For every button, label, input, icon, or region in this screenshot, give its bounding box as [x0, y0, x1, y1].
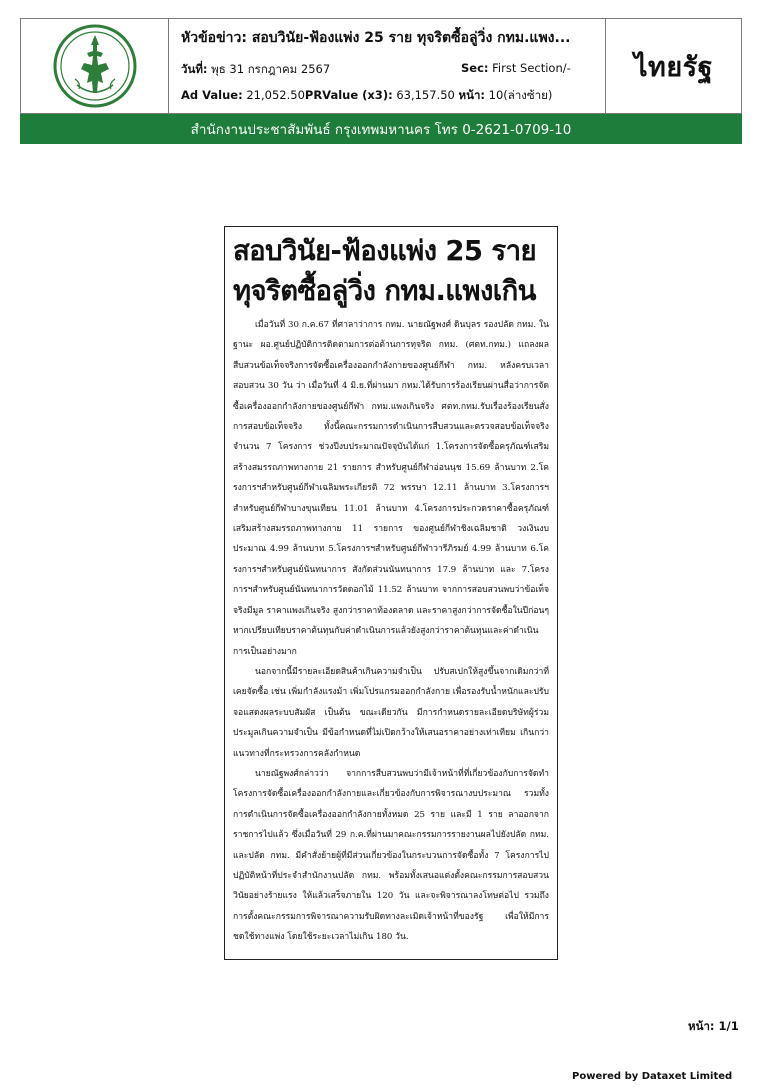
headline-value: สอบวินัย-ฟ้องแพ่ง 25 ราย ทุจริตซื้อลู่วิ่ง กทม.แพง... — [251, 30, 571, 46]
office-bar — [20, 114, 742, 144]
article-paragraph: นอกจากนี้มีรายละเอียดสินค้าเกินความจำเป็น ปรับสเปกให้สูงขึ้นจากเดิมกว่าที่เคยจัดซื้อ เช่น เพิ่มกำลังแรงม้า เพิ่มโปรแกรมออกกำลังกาย เพื่อรองรับน้ำหนักและปรับจอแสดงผลระบบสัมผัส เป็นต้น ขณะเดียวกัน มีการกำหนดรายละเอียดบริษัทผู้ร่วมประมูลเกินความจำเป็น มีข้อกำหนดที่ไม่เปิดกว้างให้เสนอราคาอย่างเท่าเทียม เกินกว่าแนวทางที่กระทรวงการคลังกำหนด — [233, 666, 549, 759]
publication-box — [605, 19, 741, 113]
article-paragraph: เมื่อวันที่ 30 ก.ค.67 ที่ศาลาว่าการ กทม. นายณัฐพงศ์ ดินบุลร รองปลัด กทม. ในฐานะ ผอ.ศูนย์ปฏิบัติการติดตามการต่อต้านการทุจริต กทม. (ศตท.กทม.) แถลงผลสืบสวนข้อเท็จจริงการจัดซื้อเครื่องออกกำลังกายของศูนย์กีฬา กทม. หลังครบเวลาสอบสวน 30 วัน ว่า เมื่อวันที่ 4 มิ.ย.ที่ผ่านมา กทม.ได้รับการร้องเรียนผ่านสื่อว่าการจัดซื้อเครื่องออกกำลังกายของศูนย์กีฬา กทม.แพงเกินจริง ศตท.กทม.รับเรื่องร้องเรียนสั่งการสอบข้อเท็จจริง ทั้งนี้คณะกรรมการดำเนินการสืบสวนและตรวจสอบข้อเท็จจริง จำนวน 7 โครงการ ช่วงปีงบประมาณปัจจุบันได้แก่ 1.โครงการจัดซื้อครุภัณฑ์เสริมสร้างสมรรถภาพทางกาย 21 รายการ สำหรับศูนย์กีฬาอ่อนนุช 15.69 ล้านบาท 2.โครงการฯสำหรับศูนย์กีฬาเฉลิมพระเกียรติ 72 พรรษา 12.11 ล้านบาท 3.โครงการฯสำหรับศูนย์กีฬาบางขุนเทียน 11.01 ล้านบาท 4.โครงการประกวดราคาซื้อครุภัณฑ์เสริมสร้างสมรรถภาพทางกาย 11 รายการ ของศูนย์กีฬาชิงเฉลิมชาติ วงเงินงบประมาณ 4.99 ล้านบาท 5.โครงการฯสำหรับศูนย์กีฬาวารีภิรมย์ 4.99 ล้านบาท 6.โครงการฯสำหรับศูนย์นันทนาการ สังกัดส่วนนันทนาการ 17.9 ล้านบาท และ 7.โครงการฯสำหรับศูนย์นันทนาการวัดดอกไม้ 11.52 ล้านบาท จากการสอบสวนพบว่าข้อเท็จจริงมีมูล ราคาแพงเกินจริง สูงกว่าราคาท้องตลาด และราคาสูงกว่าการจัดซื้อในปีก่อนๆ หากเปรียบเทียบราคาต้นทุนกับค่าดำเนินการแล้วยังสูงกว่าราคาต้นทุนและค่าดำเนินการเป็นอย่างมาก — [233, 320, 549, 657]
publication-name: ไทยรัฐ — [633, 51, 714, 83]
date-label: วันที่: — [181, 62, 208, 76]
pr-label: PRValue (x3): — [304, 88, 393, 102]
article-body — [233, 315, 549, 948]
headline-label: หัวข้อข่าว: — [181, 30, 247, 46]
bangkok-seal-icon — [51, 23, 139, 109]
clipping-info — [181, 27, 611, 105]
article-clipping — [224, 226, 558, 960]
page-label: หน้า: — [458, 88, 486, 102]
logo-box — [21, 19, 169, 113]
section-label: Sec: — [461, 61, 489, 75]
date-row — [181, 61, 611, 77]
section-value: First Section/- — [492, 61, 571, 75]
headline-row — [181, 27, 611, 49]
powered-by: Powered by Dataxet Limited — [572, 1071, 733, 1082]
clipping-header — [20, 18, 742, 114]
article-headline-line1: สอบวินัย-ฟ้องแพ่ง 25 ราย — [233, 235, 536, 267]
pr-value: 63,157.50 — [396, 88, 455, 102]
page-indicator: หน้า: 1/1 — [688, 1019, 739, 1033]
article-headline-line2: ทุจริตซื้อลู่วิ่ง กทม.แพงเกิน — [233, 275, 536, 307]
section-field — [461, 61, 571, 75]
ad-label: Ad Value: — [181, 88, 243, 102]
page-value: 10(ล่างซ้าย) — [488, 88, 553, 102]
office-bar-text: สำนักงานประชาสัมพันธ์ กรุงเทพมหานคร โทร 0-2621-0709-10 — [190, 122, 572, 138]
ad-value: 21,052.50 — [246, 88, 305, 102]
article-paragraph: นายณัฐพงศ์กล่าวว่า จากการสืบสวนพบว่ามีเจ้าหน้าที่ที่เกี่ยวข้องกับการจัดทำโครงการจัดซื้อเครื่องออกกำลังกายและเกี่ยวข้องกับการพิจารณางบประมาณ รวมทั้งการดำเนินการจัดซื้อเครื่องออกกำลังกายทั้งหมด 25 ราย และมี 1 ราย ลาออกจากราชการไปแล้ว ซึ่งเมื่อวันที่ 29 ก.ค.ที่ผ่านมาคณะกรรมการรายงานผลไปยังปลัด กทม. และปลัด กทม. มีคำสั่งย้ายผู้ที่มีส่วนเกี่ยวข้องในกระบวนการจัดซื้อทั้ง 7 โครงการไปปฏิบัติหน้าที่ประจำสำนักงานปลัด กทม. พร้อมทั้งเสนอแต่งตั้งคณะกรรมการสอบสวนวินัยอย่างร้ายแรง ให้แล้วเสร็จภายใน 120 วัน และจะพิจารณาลงโทษต่อไป รวมถึงการตั้งคณะกรรมการพิจารณาความรับผิดทางละเมิดเจ้าหน้าที่ของรัฐ เพื่อให้มีการชดใช้ทางแพ่ง โดยใช้ระยะเวลาไม่เกิน 180 วัน. — [233, 768, 549, 943]
date-value: พุธ 31 กรกฎาคม 2567 — [211, 62, 331, 76]
value-row — [181, 87, 611, 105]
